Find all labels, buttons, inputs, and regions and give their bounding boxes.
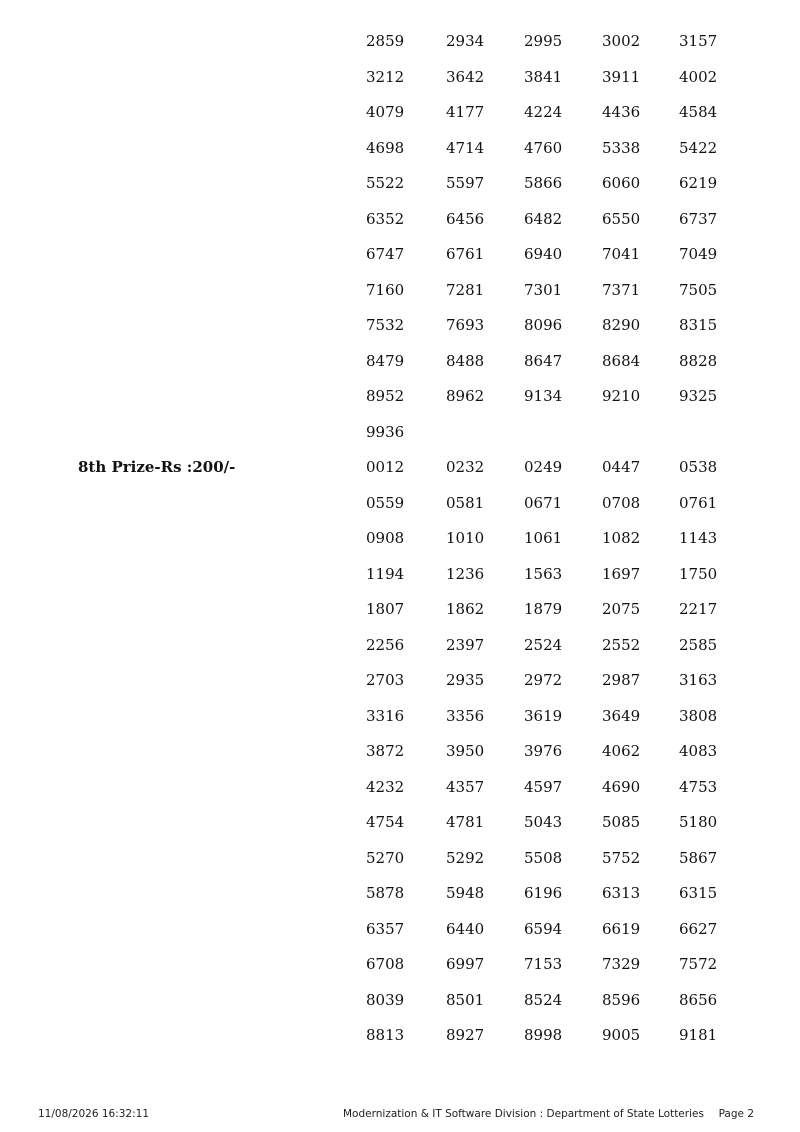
winning-number: 8596 — [602, 990, 641, 1009]
winning-number: 5508 — [524, 848, 563, 867]
winning-number: 8315 — [679, 316, 718, 334]
winning-number: 5180 — [679, 813, 718, 831]
number-row — [366, 599, 766, 619]
winning-number: 9210 — [602, 387, 641, 405]
winning-number: 4002 — [679, 67, 718, 86]
winning-number: 6315 — [679, 884, 718, 902]
number-row — [366, 635, 766, 655]
winning-number: 6440 — [446, 919, 485, 938]
winning-number: 7505 — [679, 280, 718, 299]
footer-page-number: Page 2 — [718, 1108, 754, 1120]
winning-number: 3356 — [446, 706, 485, 725]
winning-number: 5878 — [366, 884, 405, 902]
winning-number: 4062 — [602, 742, 641, 760]
winning-number: 8828 — [679, 351, 718, 370]
number-row — [366, 244, 766, 264]
winning-number: 4714 — [446, 138, 485, 157]
winning-number: 4083 — [679, 742, 718, 760]
winning-number: 1082 — [602, 529, 641, 547]
winning-number: 6619 — [602, 919, 641, 938]
number-row — [366, 564, 766, 584]
winning-number: 9181 — [679, 1026, 718, 1044]
winning-number: 8501 — [446, 990, 485, 1009]
winning-number: 4597 — [524, 777, 563, 796]
winning-number: 4436 — [602, 103, 641, 121]
winning-number: 4232 — [366, 777, 405, 796]
winning-number: 8813 — [366, 1026, 405, 1044]
winning-number: 9005 — [602, 1026, 641, 1044]
winning-number: 3163 — [679, 671, 718, 689]
winning-number: 4753 — [679, 777, 718, 796]
winning-number: 4584 — [679, 103, 718, 121]
winning-number: 3872 — [366, 742, 405, 760]
winning-number: 6747 — [366, 245, 405, 263]
winning-number: 8998 — [524, 1026, 563, 1044]
winning-number: 8039 — [366, 990, 405, 1009]
winning-number: 3911 — [602, 67, 641, 86]
winning-number: 6456 — [446, 209, 485, 228]
number-row — [366, 386, 766, 406]
winning-number: 9325 — [679, 387, 718, 405]
winning-number: 7153 — [524, 955, 563, 973]
winning-number: 1061 — [524, 529, 563, 547]
winning-number: 0708 — [602, 493, 641, 512]
winning-number: 6708 — [366, 955, 405, 973]
winning-number: 5867 — [679, 848, 718, 867]
winning-number: 6550 — [602, 209, 641, 228]
number-row — [366, 706, 766, 726]
winning-number: 8290 — [602, 316, 641, 334]
winning-number: 5597 — [446, 174, 485, 192]
winning-number: 6196 — [524, 884, 563, 902]
winning-number: 2934 — [446, 32, 485, 50]
winning-number: 3212 — [366, 67, 405, 86]
number-row — [366, 173, 766, 193]
winning-number: 3976 — [524, 742, 563, 760]
winning-number: 2703 — [366, 671, 405, 689]
number-row — [366, 777, 766, 797]
winning-number: 7281 — [446, 280, 485, 299]
winning-number: 7049 — [679, 245, 718, 263]
winning-number: 0559 — [366, 493, 405, 512]
number-row — [366, 102, 766, 122]
winning-number: 1862 — [446, 600, 485, 618]
winning-number: 1697 — [602, 564, 641, 583]
winning-number: 7371 — [602, 280, 641, 299]
winning-number: 2217 — [679, 600, 718, 618]
winning-number: 8488 — [446, 351, 485, 370]
number-row — [366, 457, 766, 477]
winning-number: 1750 — [679, 564, 718, 583]
number-row — [366, 883, 766, 903]
winning-number: 0538 — [679, 458, 718, 476]
eighth-prize-label: 8th Prize-Rs :200/- — [78, 458, 236, 476]
winning-number: 4698 — [366, 138, 405, 157]
winning-number: 6940 — [524, 245, 563, 263]
winning-number: 7532 — [366, 316, 405, 334]
winning-number: 6060 — [602, 174, 641, 192]
winning-number: 5338 — [602, 138, 641, 157]
winning-number: 3619 — [524, 706, 563, 725]
winning-number: 1236 — [446, 564, 485, 583]
number-row — [366, 919, 766, 939]
winning-number: 3808 — [679, 706, 718, 725]
winning-number: 8479 — [366, 351, 405, 370]
number-row — [366, 351, 766, 371]
winning-number: 4781 — [446, 813, 485, 831]
winning-number: 2552 — [602, 635, 641, 654]
winning-number: 4690 — [602, 777, 641, 796]
winning-number: 3316 — [366, 706, 405, 725]
winning-number: 4754 — [366, 813, 405, 831]
winning-number: 8524 — [524, 990, 563, 1009]
winning-number: 6627 — [679, 919, 718, 938]
winning-number: 2397 — [446, 635, 485, 654]
winning-number: 4357 — [446, 777, 485, 796]
number-row — [366, 990, 766, 1010]
number-row — [366, 31, 766, 51]
winning-number: 2972 — [524, 671, 563, 689]
winning-number: 0761 — [679, 493, 718, 512]
winning-number: 8656 — [679, 990, 718, 1009]
number-row — [366, 528, 766, 548]
winning-number: 8096 — [524, 316, 563, 334]
number-row — [366, 138, 766, 158]
winning-number: 6594 — [524, 919, 563, 938]
winning-number: 0012 — [366, 458, 405, 476]
winning-number: 5085 — [602, 813, 641, 831]
winning-number: 7160 — [366, 280, 405, 299]
winning-number: 5270 — [366, 848, 405, 867]
winning-number: 3649 — [602, 706, 641, 725]
winning-number: 5752 — [602, 848, 641, 867]
winning-number: 2995 — [524, 32, 563, 50]
winning-number: 5292 — [446, 848, 485, 867]
winning-number: 6352 — [366, 209, 405, 228]
winning-number: 8684 — [602, 351, 641, 370]
winning-number: 6482 — [524, 209, 563, 228]
winning-number: 0671 — [524, 493, 563, 512]
footer-timestamp: 11/08/2026 16:32:11 — [38, 1108, 150, 1120]
winning-number: 2256 — [366, 635, 405, 654]
winning-number: 5522 — [366, 174, 405, 192]
winning-number: 2524 — [524, 635, 563, 654]
winning-number: 3950 — [446, 742, 485, 760]
winning-number: 6997 — [446, 955, 485, 973]
number-row — [366, 67, 766, 87]
number-row — [366, 493, 766, 513]
winning-number: 1194 — [366, 564, 405, 583]
winning-number: 1143 — [679, 529, 718, 547]
winning-number: 5948 — [446, 884, 485, 902]
winning-number: 3002 — [602, 32, 641, 50]
winning-number: 7693 — [446, 316, 485, 334]
number-row — [366, 954, 766, 974]
winning-number: 1879 — [524, 600, 563, 618]
winning-number: 7329 — [602, 955, 641, 973]
winning-number: 8927 — [446, 1026, 485, 1044]
winning-number: 6219 — [679, 174, 718, 192]
winning-number: 2859 — [366, 32, 405, 50]
winning-number: 3157 — [679, 32, 718, 50]
winning-number: 6357 — [366, 919, 405, 938]
winning-number: 7041 — [602, 245, 641, 263]
winning-number: 4760 — [524, 138, 563, 157]
winning-number: 4079 — [366, 103, 405, 121]
winning-number: 9936 — [366, 422, 405, 441]
page-footer — [0, 1106, 800, 1122]
winning-number: 1807 — [366, 600, 405, 618]
winning-number: 7572 — [679, 955, 718, 973]
number-row — [366, 315, 766, 335]
winning-number: 6761 — [446, 245, 485, 263]
winning-number: 0232 — [446, 458, 485, 476]
winning-number: 3642 — [446, 67, 485, 86]
number-row — [366, 280, 766, 300]
number-row — [366, 422, 766, 442]
winning-number: 2585 — [679, 635, 718, 654]
winning-number: 5866 — [524, 174, 563, 192]
number-row — [366, 741, 766, 761]
winning-number: 8962 — [446, 387, 485, 405]
winning-number: 6737 — [679, 209, 718, 228]
number-row — [366, 670, 766, 690]
winning-number: 9134 — [524, 387, 563, 405]
winning-number: 7301 — [524, 280, 563, 299]
winning-number: 5043 — [524, 813, 563, 831]
winning-number: 0908 — [366, 529, 405, 547]
number-row — [366, 848, 766, 868]
winning-number: 2987 — [602, 671, 641, 689]
winning-number: 2075 — [602, 600, 641, 618]
winning-number: 4177 — [446, 103, 485, 121]
winning-number: 5422 — [679, 138, 718, 157]
winning-number: 1010 — [446, 529, 485, 547]
winning-number: 0447 — [602, 458, 641, 476]
footer-division: Modernization & IT Software Division : Department of State Lotteries — [343, 1108, 704, 1120]
winning-number: 8647 — [524, 351, 563, 370]
winning-number: 0581 — [446, 493, 485, 512]
winning-number: 3841 — [524, 67, 563, 86]
number-row — [366, 209, 766, 229]
winning-number: 1563 — [524, 564, 563, 583]
number-row — [366, 1025, 766, 1045]
winning-number: 2935 — [446, 671, 485, 689]
winning-number: 8952 — [366, 387, 405, 405]
winning-number: 0249 — [524, 458, 563, 476]
winning-number: 4224 — [524, 103, 563, 121]
winning-number: 6313 — [602, 884, 641, 902]
number-row — [366, 812, 766, 832]
